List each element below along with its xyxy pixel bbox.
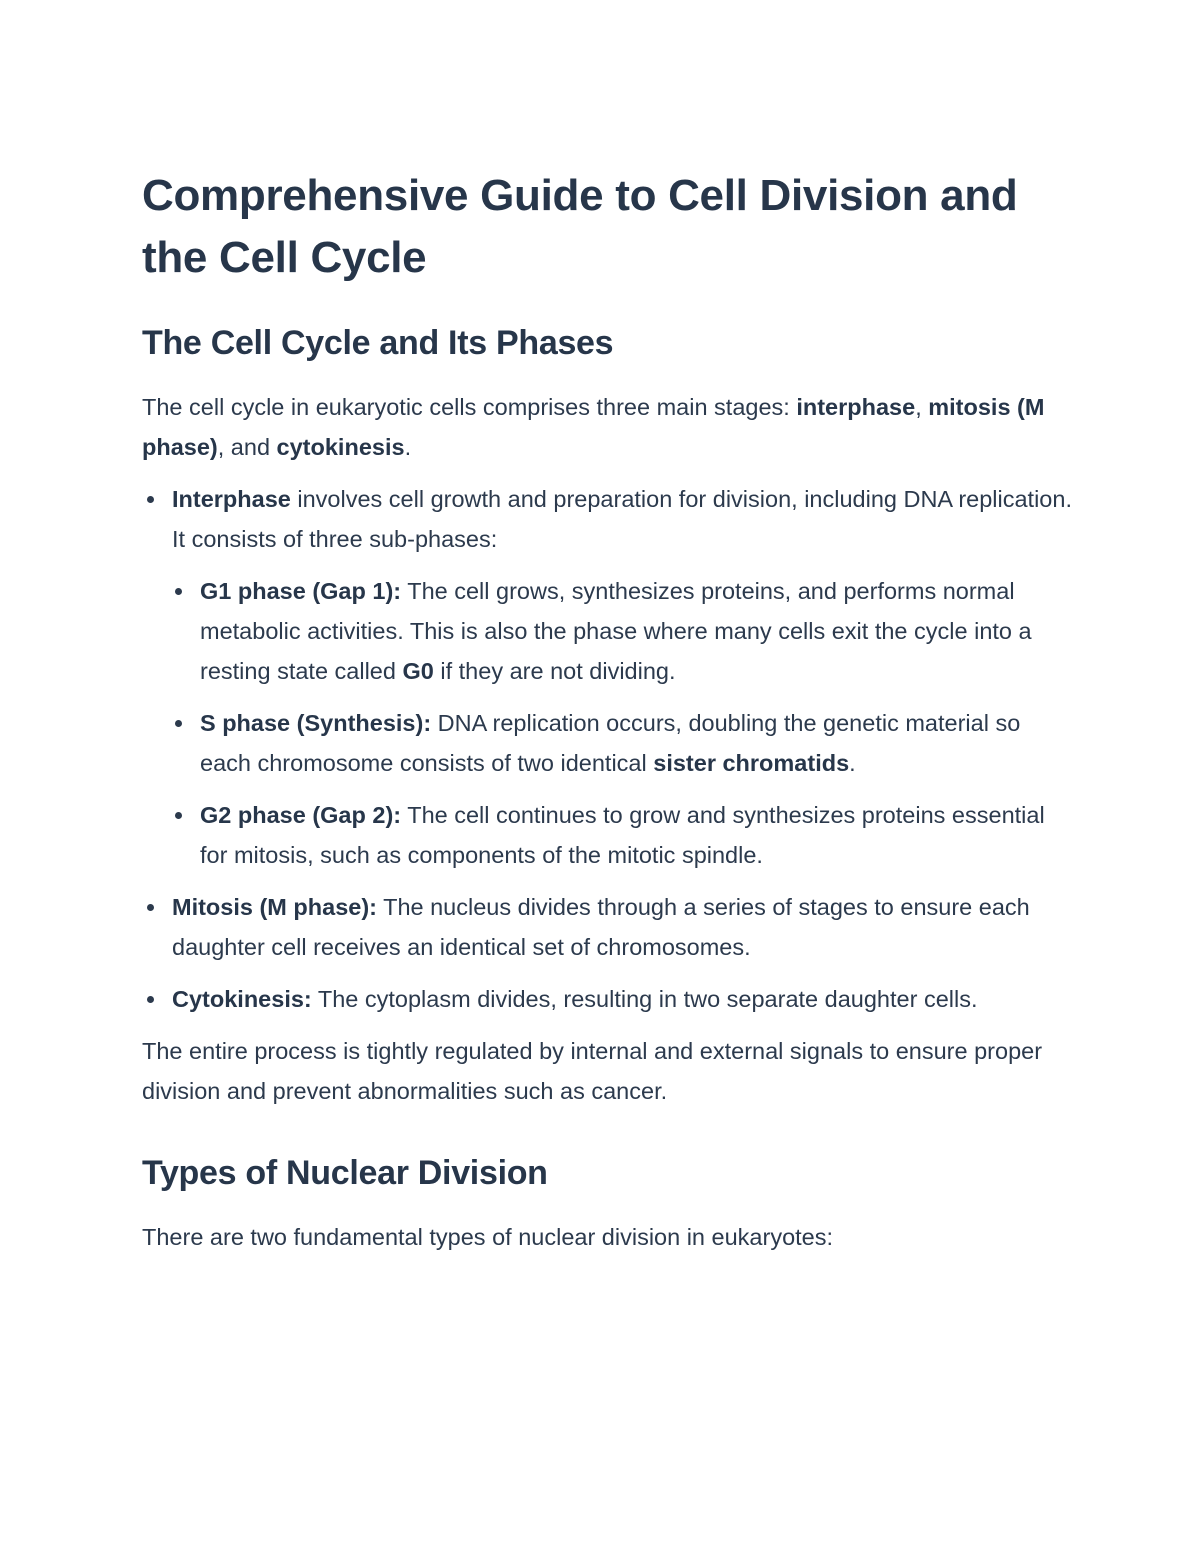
bullet-icon: [175, 720, 182, 727]
section-heading-nuclear-division: Types of Nuclear Division: [142, 1154, 548, 1192]
document-page: [142, 165, 1072, 1257]
list-item-term: G1 phase (Gap 1):: [200, 578, 402, 604]
cell-cycle-stages-list: [142, 479, 1072, 1019]
term-sister-chromatids: sister chromatids: [653, 750, 850, 776]
bullet-icon: [147, 904, 154, 911]
intro-text: .: [404, 434, 412, 460]
section-heading-cell-cycle: The Cell Cycle and Its Phases: [142, 324, 614, 362]
page-title: Comprehensive Guide to Cell Division and the Cell Cycle: [142, 171, 1018, 282]
list-item-interphase: [172, 479, 1072, 875]
bullet-icon: [147, 496, 154, 503]
term-cytokinesis: cytokinesis: [276, 434, 405, 460]
list-item-text: if they are not dividing.: [433, 658, 676, 684]
list-item-s-phase: [200, 703, 1072, 783]
cell-cycle-intro-paragraph: [142, 387, 1072, 467]
list-item-text: The cytoplasm divides, resulting in two separate daughter cells.: [311, 986, 978, 1012]
list-item-text: .: [849, 750, 856, 776]
cell-cycle-closing-paragraph: The entire process is tightly regulated by internal and external signals to ensure proper division and prevent abnormalities such as cancer.: [142, 1038, 1043, 1104]
list-item-term: Mitosis (M phase):: [172, 894, 377, 920]
intro-text: ,: [915, 394, 929, 420]
bullet-icon: [147, 996, 154, 1003]
intro-text: The cell cycle in eukaryotic cells comprises three main stages:: [142, 394, 797, 420]
term-interphase: interphase: [796, 394, 916, 420]
list-item-mitosis: [172, 887, 1072, 967]
list-item-g2-phase: [200, 795, 1072, 875]
bullet-icon: [175, 812, 182, 819]
list-item-text: The nucleus divides through a series of stages to ensure each daughter cell receives an identical set of chromosomes.: [172, 894, 1030, 960]
intro-text: , and: [217, 434, 277, 460]
list-item-text: The cell grows, synthesizes proteins, and performs normal metabolic activities. This is also the phase where many cells exit the cycle into a resting state called: [200, 578, 1032, 684]
list-item-text: The cell continues to grow and synthesizes proteins essential for mitosis, such as components of the mitotic spindle.: [200, 802, 1045, 868]
list-item-g1-phase: [200, 571, 1072, 691]
interphase-subphases-list: [172, 571, 1072, 875]
list-item-term: Cytokinesis:: [172, 986, 312, 1012]
list-item-term: G2 phase (Gap 2):: [200, 802, 402, 828]
nuclear-division-intro-paragraph: There are two fundamental types of nuclear division in eukaryotes:: [142, 1224, 834, 1250]
list-item-text: DNA replication occurs, doubling the genetic material so each chromosome consists of two identical: [200, 710, 1021, 776]
list-item-cytokinesis: [172, 979, 1072, 1019]
list-item-text: involves cell growth and preparation for division, including DNA replication. It consists of three sub-phases:: [172, 486, 1072, 552]
term-mitosis: mitosis (M phase): [142, 394, 1045, 460]
term-g0: G0: [402, 658, 434, 684]
list-item-term: S phase (Synthesis):: [200, 710, 432, 736]
bullet-icon: [175, 588, 182, 595]
list-item-term: Interphase: [172, 486, 291, 512]
